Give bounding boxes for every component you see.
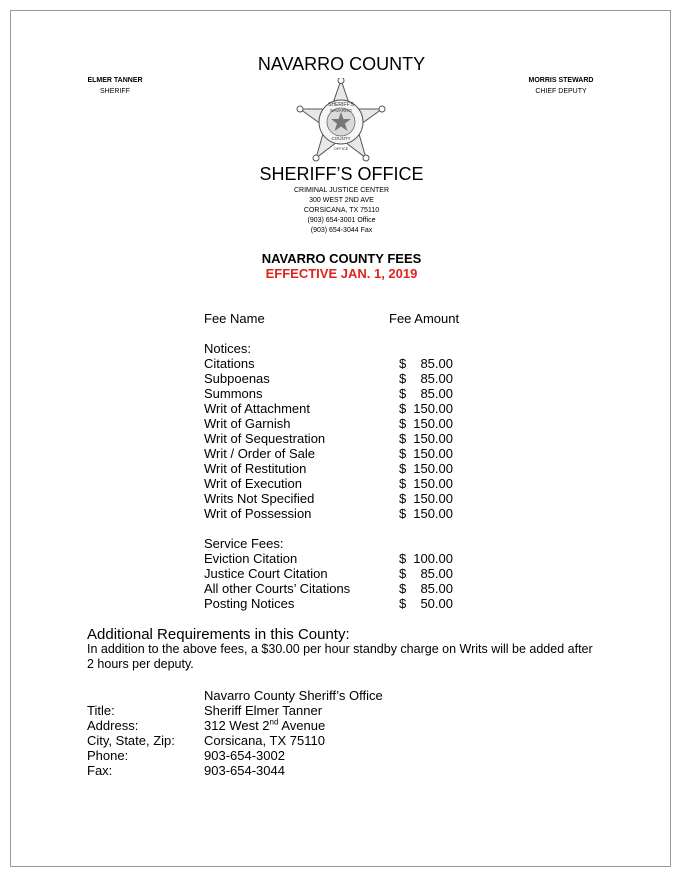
sheriff-star-badge-icon [296, 78, 386, 162]
fee-currency: $ [399, 551, 407, 566]
fee-name: Notices: [204, 341, 251, 356]
fee-currency: $ [399, 356, 407, 371]
badge-middle-text: NAVARRO [330, 108, 352, 113]
fee-name: Posting Notices [204, 596, 295, 611]
service-heading [0, 536, 683, 551]
col-fee-name: Fee Name [204, 311, 265, 326]
fee-amount: 150.00 [413, 446, 453, 461]
office-address [0, 186, 683, 236]
fees-title: NAVARRO COUNTY FEES [261, 251, 422, 266]
fee-row [0, 401, 683, 416]
fee-amount: 150.00 [413, 401, 453, 416]
fee-name: Writs Not Specified [204, 491, 315, 506]
sheriff-title: SHERIFF [100, 88, 130, 95]
contact-address-row [0, 718, 683, 733]
fee-row [0, 416, 683, 431]
contact-phone-label: Phone: [87, 748, 129, 763]
fee-amount: 150.00 [413, 506, 453, 521]
fee-amount: 50.00 [420, 596, 453, 611]
fee-currency: $ [399, 581, 407, 596]
fee-row [0, 386, 683, 401]
fee-name: All other Courts’ Citations [204, 581, 351, 596]
fee-name: Writ of Restitution [204, 461, 307, 476]
fee-amount: 85.00 [420, 371, 453, 386]
fee-amount: 85.00 [420, 566, 453, 581]
contact-office: Navarro County Sheriff’s Office [204, 688, 383, 703]
fee-name: Subpoenas [204, 371, 270, 386]
fee-amount: 150.00 [413, 431, 453, 446]
fee-name: Writ / Order of Sale [204, 446, 316, 461]
contact-address-label: Address: [87, 718, 139, 733]
fee-name: Service Fees: [204, 536, 284, 551]
additional-requirements-text: In addition to the above fees, a $30.00 per hour standby charge on Writs will be added after 2 hours per deputy. [87, 642, 593, 671]
fee-name: Writ of Garnish [204, 416, 291, 431]
fee-row [0, 446, 683, 461]
fee-currency: $ [399, 596, 407, 611]
fee-amount: 150.00 [413, 476, 453, 491]
fee-currency: $ [399, 401, 407, 416]
fee-row [0, 566, 683, 581]
col-fee-amount: Fee Amount [389, 311, 460, 326]
fee-currency: $ [399, 491, 407, 506]
address-pre: 312 West 2 [204, 718, 270, 733]
fee-amount: 150.00 [413, 416, 453, 431]
fee-row [0, 581, 683, 596]
badge-top-text: SHERIFF'S [328, 102, 354, 108]
fee-amount: 150.00 [413, 491, 453, 506]
fee-row [0, 461, 683, 476]
fee-currency: $ [399, 476, 407, 491]
sheriff-name: ELMER TANNER [87, 77, 143, 84]
contact-title-label: Title: [87, 703, 115, 718]
notices-heading [0, 341, 683, 356]
fee-row [0, 431, 683, 446]
fee-currency: $ [399, 446, 407, 461]
contact-city-value: Corsicana, TX 75110 [204, 733, 325, 748]
fee-currency: $ [399, 431, 407, 446]
address-line: 300 WEST 2ND AVE [309, 197, 374, 204]
badge-bottom-text: COUNTY [331, 136, 351, 141]
contact-title-row [0, 703, 683, 718]
address-sup: nd [269, 717, 279, 727]
fee-amount: 85.00 [420, 581, 453, 596]
contact-phone-row [0, 748, 683, 763]
address-line: CORSICANA, TX 75110 [303, 207, 380, 214]
fee-row [0, 476, 683, 491]
fee-name: Citations [204, 356, 255, 371]
fee-row [0, 596, 683, 611]
fee-currency: $ [399, 461, 407, 476]
contact-fax-row [0, 763, 683, 778]
contact-address-value [204, 718, 325, 733]
fee-currency: $ [399, 566, 407, 581]
fee-row [0, 491, 683, 506]
additional-requirements-title: Additional Requirements in this County: [87, 626, 350, 643]
sheriff-block [74, 75, 156, 97]
chief-deputy-name: MORRIS STEWARD [528, 77, 594, 84]
fee-amount: 85.00 [420, 356, 453, 371]
fee-currency: $ [399, 371, 407, 386]
fee-name: Writ of Sequestration [204, 431, 326, 446]
fee-amount: 85.00 [420, 386, 453, 401]
chief-deputy-title: CHIEF DEPUTY [535, 88, 587, 95]
fee-row [0, 506, 683, 521]
contact-fax-value: 903-654-3044 [204, 763, 285, 778]
address-line: (903) 654-3044 Fax [310, 227, 373, 234]
badge-bottom-small: OFFICE [333, 146, 349, 151]
fee-name: Writ of Execution [204, 476, 303, 491]
address-post: Avenue [278, 718, 326, 733]
contact-fax-label: Fax: [87, 763, 113, 778]
fee-row [0, 551, 683, 566]
fee-amount: 100.00 [413, 551, 453, 566]
address-line: CRIMINAL JUSTICE CENTER [293, 187, 390, 194]
contact-city-row [0, 733, 683, 748]
effective-date: EFFECTIVE JAN. 1, 2019 [265, 266, 418, 281]
fee-amount: 150.00 [413, 461, 453, 476]
fee-row [0, 356, 683, 371]
contact-phone-value: 903-654-3002 [204, 748, 285, 763]
county-title: NAVARRO COUNTY [257, 54, 426, 74]
contact-title-value: Sheriff Elmer Tanner [204, 703, 323, 718]
fee-name: Justice Court Citation [204, 566, 328, 581]
fee-name: Writ of Possession [204, 506, 312, 521]
fee-currency: $ [399, 506, 407, 521]
fee-currency: $ [399, 386, 407, 401]
contact-office-row [0, 688, 683, 703]
fee-name: Eviction Citation [204, 551, 298, 566]
chief-deputy-block [518, 75, 604, 97]
fee-table-header [0, 311, 683, 326]
fee-row [0, 371, 683, 386]
office-title: SHERIFF’S OFFICE [259, 164, 424, 184]
contact-city-label: City, State, Zip: [87, 733, 175, 748]
address-line: (903) 654-3001 Office [307, 217, 376, 224]
fee-currency: $ [399, 416, 407, 431]
fee-name: Summons [204, 386, 263, 401]
fee-name: Writ of Attachment [204, 401, 310, 416]
